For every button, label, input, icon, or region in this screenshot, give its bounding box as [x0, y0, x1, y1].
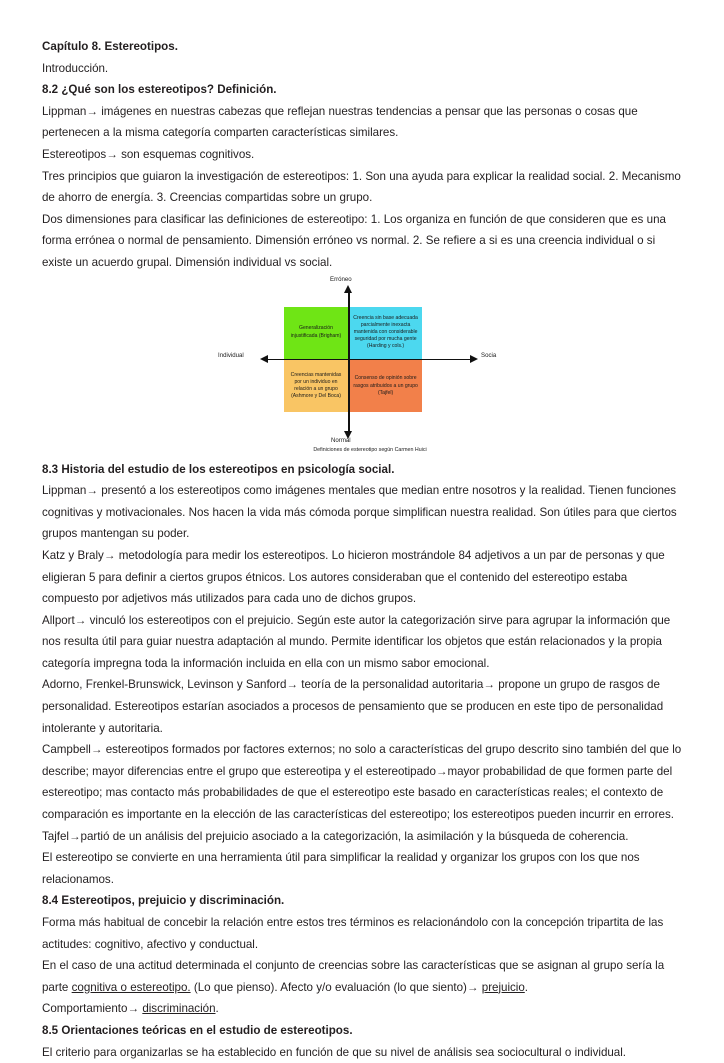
axis-label-left: Individual: [218, 351, 244, 359]
lead-estereotipos: Estereotipos: [42, 147, 107, 161]
quadrant-bottom-right-label: Consenso de opinión sobre rasgos atribuidos a un grupo (Tajfel): [353, 375, 418, 396]
underlined-discriminacion: discriminación: [142, 1002, 216, 1016]
paragraph-introduccion: Introducción.: [42, 61, 109, 75]
paragraph-tres-principios: Tres principios que guiaron la investigación de estereotipos: 1. Son una ayuda para explicar la realidad social. 2. Mecanismo de ahorro de energía. 3. Creencias compartidas sobre un grupo.: [42, 169, 681, 205]
paragraph-herramienta-util: El estereotipo se convierte en una herramienta útil para simplificar la realidad y organizar los grupos con los que nos relacionamos.: [42, 851, 640, 886]
lead-tajfel: Tajfel: [42, 829, 69, 843]
arrow-icon: →: [466, 980, 479, 994]
arrow-icon: →: [127, 1002, 140, 1016]
quadrant-bottom-left-label: Creencias mantenidas por un individuo en relación a un grupo (Ashmore y Del Boca): [290, 371, 342, 400]
section-heading-8-2: 8.2 ¿Qué son los estereotipos? Definición.: [42, 83, 277, 97]
lead-adorno: Adorno, Frenkel-Brunswick, Levinson y Sanford: [42, 678, 287, 692]
paragraph-text: son esquemas cognitivos.: [117, 147, 255, 161]
arrow-icon: →: [435, 764, 448, 778]
chapter-title: Capítulo 8. Estereotipos.: [42, 40, 178, 53]
paragraph-lippman-definicion: [42, 101, 682, 144]
axis-label-top: Erróneo: [330, 275, 352, 283]
text-part-3: .: [524, 980, 528, 994]
axis-arrow-right-icon: [470, 355, 478, 363]
arrow-icon: →: [86, 484, 98, 498]
paragraph-lippman-historia: [42, 480, 682, 545]
vertical-axis-line: [348, 291, 350, 433]
paragraph-katz-braly: [42, 545, 682, 610]
lead-allport: Allport: [42, 613, 75, 627]
arrow-icon: →: [483, 678, 495, 692]
quadrant-top-right: [350, 307, 422, 359]
figure-estereotipo-dimensiones: [42, 275, 682, 453]
arrow-icon: →: [90, 743, 103, 757]
arrow-icon: →: [286, 678, 298, 692]
text-part-2: (Lo que pienso). Afecto y/o evaluación (lo que siento): [190, 980, 467, 994]
figure-caption: Definiciones de estereotipo según Carmen Huici: [313, 446, 427, 453]
paragraph-text: mayor probabilidad de que formen parte del estereotipo; mas contacto más probabilidades de que el estereotipo este basado en características reales; el contexto de comparación es importante en la elección de las características del estereotipo; los estereotipos pueden incurrir en errores.: [42, 764, 674, 822]
paragraph-concepcion-tripartita: Forma más habitual de concebir la relación entre estos tres términos es relacionándolo con la concepción tripartita de las actitudes: cognitivo, afectivo y conductual.: [42, 916, 664, 951]
horizontal-axis-line: [266, 359, 476, 361]
paragraph-text: metodología para medir los estereotipos. Lo hicieron mostrándole 84 adjetivos a un par de personas y que eligieran 5 para definir a ciertos grupos étnicos. Los autores consideraban que el contenido del estereotipo estaba compuesto por adjetivos más utilizados para cada uno de dichos grupos.: [42, 548, 665, 606]
paragraph-text: propone un grupo de rasgos de personalidad. Estereotipos estarían asociados a procesos de pensamiento que se producen en este tipo de personalidad intolerante y autoritaria.: [42, 678, 664, 735]
text-part-1: Comportamiento: [42, 1002, 128, 1016]
paragraph-adorno: [42, 674, 682, 739]
paragraph-allport: [42, 610, 682, 675]
text-part-1: En el caso de una actitud determinada el conjunto de creencias sobre las características que se asignan al grupo sería la parte: [42, 959, 665, 994]
document-body: [42, 36, 682, 1063]
quadrant-top-left-label: Generalización injustificada (Brigham): [290, 325, 342, 339]
quadrant-top-right-label: Creencia sin base adecuada parcialmente inexacta mantenida con considerable seguridad por mucha gente (Harding y cols.): [353, 314, 418, 350]
quadrant-bottom-left: [284, 360, 348, 412]
arrow-icon: →: [86, 104, 98, 118]
lead-lippman: Lippman: [42, 484, 87, 498]
underlined-prejuicio: prejuicio: [481, 980, 525, 994]
axis-label-bottom: Normal: [331, 436, 351, 444]
paragraph-actitud-determinada: [42, 955, 682, 998]
lead-lippman: Lippman: [42, 104, 87, 118]
axis-arrow-left-icon: [260, 355, 268, 363]
paragraph-mid: estereotipos formados por factores externos; no solo a características del grupo descrito sino también del que lo describe; mayor diferencias entre el grupo que estereotipa y el estereotipado: [42, 743, 682, 778]
arrow-icon: →: [106, 147, 118, 161]
text-part-2: .: [215, 1002, 219, 1016]
quadrant-top-left: [284, 307, 348, 359]
figure-canvas: [218, 275, 502, 453]
section-heading-8-3: 8.3 Historia del estudio de los estereotipos en psicología social.: [42, 462, 395, 476]
arrow-icon: →: [68, 829, 81, 843]
arrow-icon: →: [103, 548, 116, 562]
paragraph-mid: teoría de la personalidad autoritaria: [297, 678, 484, 692]
paragraph-text: vinculó los estereotipos con el prejuicio. Según este autor la categorización sirve para agrupar la información que nos resulta útil para guiar nuestra adaptación al mundo. Permite identificar los objetos que están relacionados y la propia categoría impregna toda la información incluida en ella con un mismo sabor emocional.: [42, 613, 671, 670]
underlined-cognitiva-o-estereotipo: cognitiva o estereotipo.: [71, 980, 191, 994]
paragraph-comportamiento: [42, 998, 682, 1020]
arrow-icon: →: [74, 613, 87, 627]
lead-campbell: Campbell: [42, 743, 91, 757]
section-heading-8-5: 8.5 Orientaciones teóricas en el estudio de estereotipos.: [42, 1023, 353, 1037]
paragraph-text: imágenes en nuestras cabezas que reflejan nuestras tendencias a pensar que las personas o cosas que pertenecen a la misma categoría comparten características similares.: [42, 104, 638, 140]
paragraph-dos-dimensiones: Dos dimensiones para clasificar las definiciones de estereotipo: 1. Los organiza en función de que consideren que es una forma errónea o normal de pensamiento. Dimensión erróneo vs normal. 2. Se refiere a si es una creencia individual o si existe un acuerdo grupal. Dimensión individual vs social.: [42, 212, 666, 269]
paragraph-tajfel: [42, 826, 682, 848]
section-heading-8-4: 8.4 Estereotipos, prejuicio y discriminación.: [42, 894, 285, 908]
quadrant-bottom-right: [350, 360, 422, 412]
axis-label-right: Socia: [481, 351, 497, 359]
paragraph-estereotipos-esquemas: [42, 144, 682, 166]
paragraph-criterio-organizar: El criterio para organizarlas se ha establecido en función de que su nivel de análisis sea sociocultural o individual.: [42, 1045, 626, 1059]
lead-katz-braly: Katz y Braly: [42, 548, 104, 562]
paragraph-text: partió de un análisis del prejuicio asociado a la categorización, la asimilación y la búsqueda de coherencia.: [80, 829, 629, 843]
paragraph-campbell: [42, 739, 682, 825]
axis-arrow-up-icon: [344, 285, 352, 293]
paragraph-text: presentó a los estereotipos como imágenes mentales que median entre nosotros y la realidad. Tienen funciones cognitivas y motivacionales. Nos hacen la vida más cómoda porque simplifican nuestra realidad. Son útiles para que ciertos grupos mantengan su poder.: [42, 484, 677, 541]
